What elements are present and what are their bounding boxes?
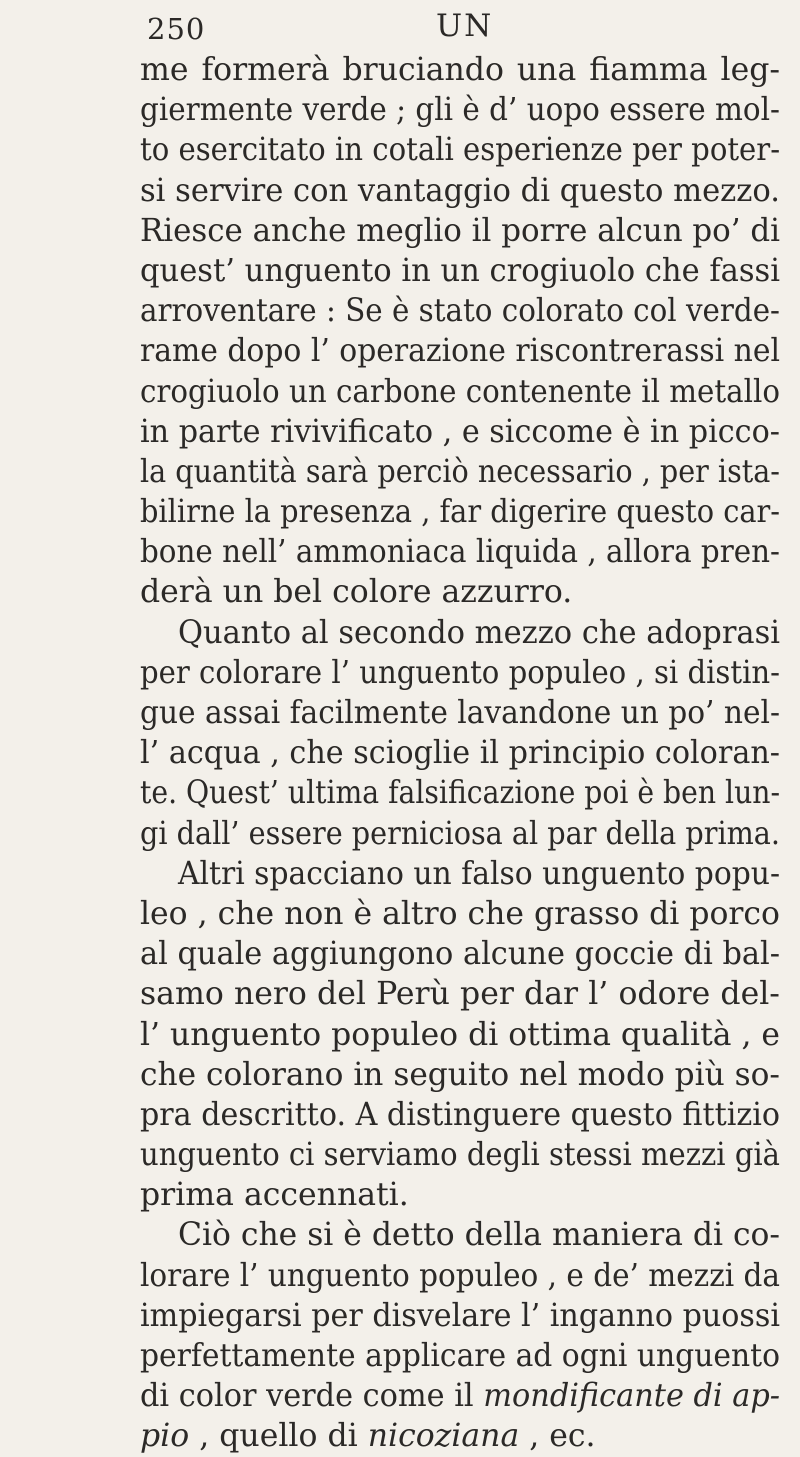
text-line (140, 171, 780, 211)
text-line-content: Altri spacciano un falso unguento popu- (178, 855, 781, 892)
text-line (140, 1055, 780, 1095)
text-line (140, 412, 780, 452)
text-line-content: impiegarsi per disvelare l’ inganno puossi (140, 1297, 780, 1334)
italic-term: mondificante di ap- (483, 1378, 781, 1415)
text-line (140, 572, 780, 612)
text-segment: , ec. (519, 1418, 596, 1455)
text-line (140, 1256, 780, 1296)
text-line-content: samo nero del Perù per dar l’ odore del- (140, 976, 780, 1013)
text-line (140, 452, 780, 492)
text-line (140, 613, 780, 653)
text-line (140, 251, 780, 291)
text-line (140, 1095, 780, 1135)
text-segment: , quello di (189, 1418, 368, 1455)
text-line-content: al quale aggiungono alcune goccie di bal- (140, 936, 781, 973)
text-line-content: per colorare l’ unguento populeo , si distin- (140, 654, 780, 691)
text-line-content: leo , che non è altro che grasso di porco (140, 895, 780, 932)
text-line-content: perfettamente applicare ad ogni unguento (140, 1338, 780, 1374)
text-line (140, 1175, 780, 1215)
text-line-content: in parte rivivificato , e siccome è in picco- (140, 413, 780, 450)
text-line-content: che colorano in seguito nel modo più so- (140, 1056, 780, 1093)
text-line (140, 1215, 780, 1255)
text-line-content: la quantità sarà perciò necessario , per ista- (140, 453, 780, 490)
text-line-content: crogiuolo un carbone contenente il metallo (140, 373, 780, 410)
text-line (140, 894, 780, 934)
text-line-content: gi dall’ essere perniciosa al par della prima. (140, 815, 781, 852)
text-line-content: l’ acqua , che scioglie il principio coloran- (140, 735, 781, 772)
text-line-content: Quanto al secondo mezzo che adoprasi (178, 614, 780, 651)
text-line (140, 974, 780, 1014)
text-line-content: pra descritto. A distinguere questo fittizio (140, 1096, 780, 1133)
running-head: UN (436, 8, 494, 44)
text-line-content: lorare l’ unguento populeo , e de’ mezzi da (140, 1257, 780, 1294)
text-line-content: giermente verde ; gli è d’ uopo essere mol- (140, 92, 780, 129)
text-line (140, 1416, 780, 1456)
text-line-content (140, 1416, 596, 1456)
text-line (140, 90, 780, 130)
text-line (140, 1135, 780, 1175)
text-line (140, 372, 780, 412)
italic-term: pio (140, 1418, 190, 1455)
text-line-content: rame dopo l’ operazione riscontrerassi nel (140, 333, 780, 370)
text-line (140, 492, 780, 532)
text-line (140, 1376, 780, 1416)
text-line (140, 653, 780, 693)
text-line-content: arroventare : Se è stato colorato col verde- (140, 293, 780, 330)
text-line-content: prima accennati. (140, 1177, 409, 1214)
text-line (140, 814, 780, 854)
text-line-content: bone nell’ ammoniaca liquida , allora pren- (140, 534, 780, 571)
text-line-content: unguento ci serviamo degli stessi mezzi già (140, 1137, 780, 1174)
text-line (140, 934, 780, 974)
text-line-content: bilirne la presenza , far digerire questo car- (140, 494, 780, 531)
text-line-content: me formerà bruciando una fiamma leg- (140, 52, 781, 88)
text-line (140, 773, 780, 813)
text-line (140, 130, 780, 170)
text-line-content: te. Quest’ ultima falsificazione poi è ben lun- (140, 775, 780, 812)
text-line-content: Riesce anche meglio il porre alcun po’ di (140, 212, 781, 249)
text-line-content: to esercitato in cotali esperienze per poter- (140, 132, 781, 169)
page-number: 250 (147, 12, 206, 46)
text-line (140, 331, 780, 371)
text-line-content: derà un bel colore azzurro. (140, 574, 573, 611)
text-line-content: Ciò che si è detto della maniera di co- (178, 1217, 781, 1254)
text-line (140, 693, 780, 733)
text-line (140, 211, 780, 251)
text-line-content (140, 1376, 780, 1416)
text-line (140, 1015, 780, 1055)
text-line (140, 1296, 780, 1336)
text-line (140, 50, 780, 90)
text-line (140, 532, 780, 572)
text-line (140, 854, 780, 894)
text-line (140, 1336, 780, 1376)
text-line-content: gue assai facilmente lavandone un po’ nel- (140, 695, 780, 731)
text-line-content: quest’ unguento in un crogiuolo che fassi (140, 252, 781, 289)
text-line (140, 291, 780, 331)
text-line-content: si servire con vantaggio di questo mezzo. (140, 172, 780, 209)
text-line (140, 733, 780, 773)
text-segment: di color verde come il (140, 1378, 484, 1415)
text-line-content: l’ unguento populeo di ottima qualità , e (140, 1016, 781, 1053)
italic-term: nicoziana (367, 1418, 520, 1455)
body-text (140, 50, 780, 1457)
